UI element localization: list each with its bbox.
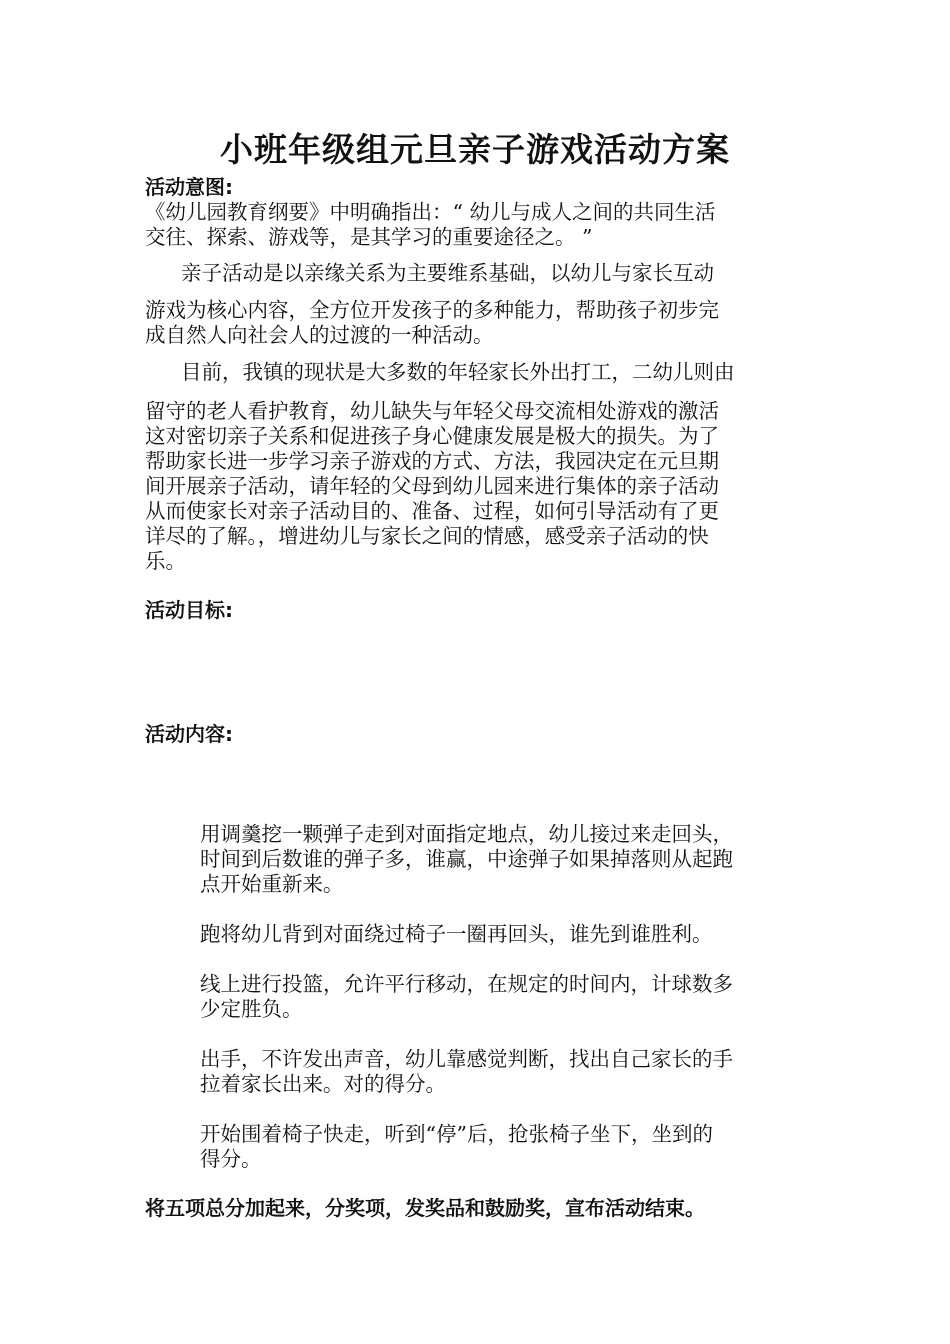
intent-line: 详尽的了解。，增进幼儿与家长之间的情感，感受亲子活动的快 [145,524,709,548]
intent-line: 间开展亲子活动，请年轻的父母到幼儿园来进行集体的亲子活动 [145,474,719,498]
intent-line: 留守的老人看护教育，幼儿缺失与年轻父母交流相处游戏的激活 [145,399,719,423]
game-rule-line: 点开始重新来。 [200,872,344,896]
game-rule-line: 得分。 [200,1147,262,1171]
game-rule-line: 用调羹挖一颗弹子走到对面指定地点，幼儿接过来走回头， [200,822,733,846]
intent-line: 交往、探索、游戏等，是其学习的重要途径之。 ” [145,225,593,249]
intent-line: 成自然人向社会人的过渡的一种活动。 [145,323,494,347]
game-rule-line: 少定胜负。 [200,997,303,1021]
intent-line: 这对密切亲子关系和促进孩子身心健康发展是极大的损失。为了 [145,424,719,448]
document-title: 小班年级组元旦亲子游戏活动方案 [220,130,730,169]
intent-line: 乐。 [145,549,186,573]
intent-line: 亲子活动是以亲缘关系为主要维系基础，以幼儿与家长互动 [181,261,714,285]
intent-line: 帮助家长进一步学习亲子游戏的方式、方法，我园决定在元旦期 [145,449,719,473]
content-heading: 活动内容: [145,722,233,746]
intent-line: 游戏为核心内容，全方位开发孩子的多种能力，帮助孩子初步完 [145,298,719,322]
game-rule-line: 出手，不许发出声音，幼儿靠感觉判断，找出自己家长的手 [200,1047,733,1071]
game-rule-line: 跑将幼儿背到对面绕过椅子一圈再回头，谁先到谁胜利。 [200,922,713,946]
game-rule-line: 线上进行投篮，允许平行移动，在规定的时间内，计球数多 [200,972,733,996]
intent-line: 《幼儿园教育纲要》中明确指出：“ 幼儿与成人之间的共同生活 [145,200,716,224]
intent-line: 从而使家长对亲子活动目的、准备、过程，如何引导活动有了更 [145,499,719,523]
intent-heading: 活动意图: [145,175,233,199]
game-rule-line: 开始围着椅子快走，听到“停”后，抢张椅子坐下，坐到的 [200,1122,713,1146]
game-rule-line: 拉着家长出来。对的得分。 [200,1072,446,1096]
intent-line: 目前，我镇的现状是大多数的年轻家长外出打工，二幼儿则由 [181,360,735,384]
goals-heading: 活动目标: [145,598,233,622]
game-rule-line: 时间到后数谁的弹子多，谁赢，中途弹子如果掉落则从起跑 [200,847,733,871]
closing-sentence: 将五项总分加起来，分奖项，发奖品和鼓励奖，宣布活动结束。 [145,1196,705,1220]
